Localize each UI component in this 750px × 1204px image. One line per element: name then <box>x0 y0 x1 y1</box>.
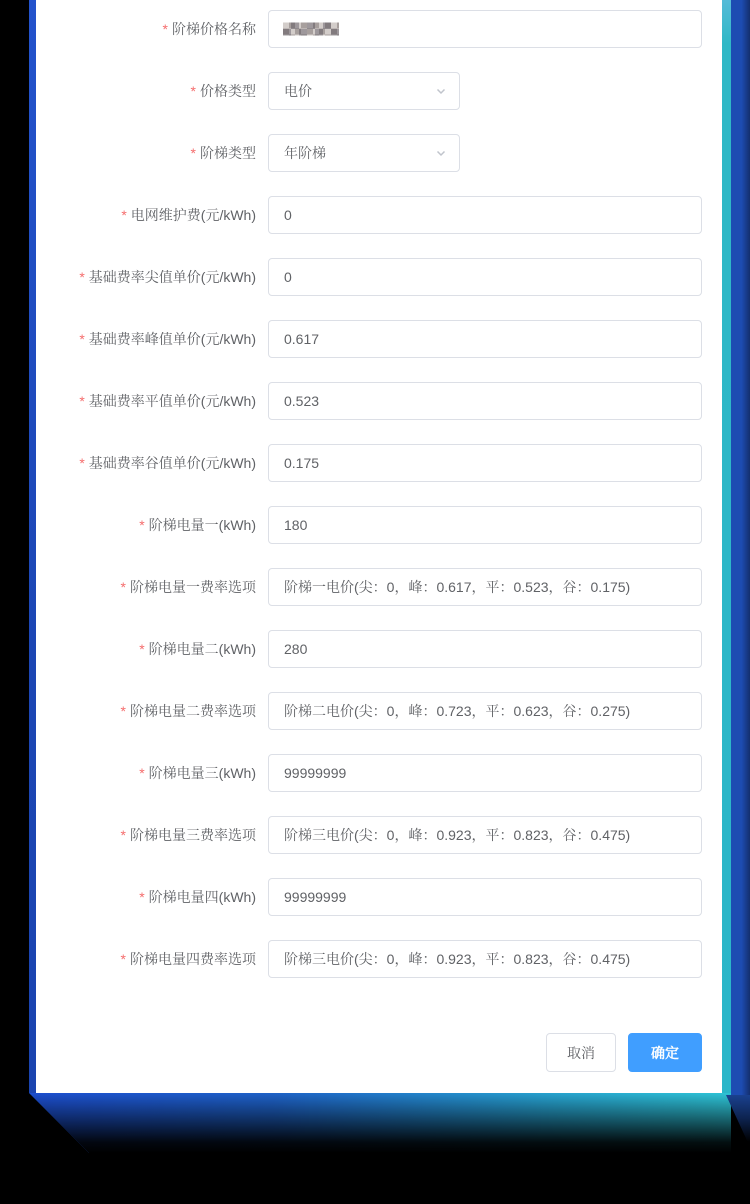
field-label <box>36 754 268 792</box>
field-label-text: 阶梯电量一(kWh) <box>148 517 256 533</box>
form-row-base-rate-valley <box>36 444 722 482</box>
form-row-grid-maintenance-fee <box>36 196 722 234</box>
confirm-button[interactable]: 确定 <box>628 1033 702 1072</box>
field-label-text: 基础费率谷值单价(元/kWh) <box>88 455 256 471</box>
required-asterisk: * <box>79 331 85 347</box>
tier-2-rate-option-input[interactable] <box>268 692 702 730</box>
form-row-tiered-price-name <box>36 10 722 48</box>
field-label-text: 阶梯价格名称 <box>172 21 256 37</box>
cancel-button[interactable]: 取消 <box>546 1033 616 1072</box>
form-row-tier-4-rate-option <box>36 940 722 978</box>
field-label <box>36 196 268 234</box>
field-label-text: 基础费率平值单价(元/kWh) <box>88 393 256 409</box>
form-row-tier-2-rate-option <box>36 692 722 730</box>
frame-right-blue-edge <box>731 0 750 1101</box>
field-label <box>36 72 268 110</box>
field-label-text: 阶梯电量二(kWh) <box>148 641 256 657</box>
field-label <box>36 692 268 730</box>
required-asterisk: * <box>79 455 85 471</box>
field-label <box>36 940 268 978</box>
required-asterisk: * <box>190 83 196 99</box>
field-label <box>36 816 268 854</box>
tiered-price-form-dialog <box>36 0 722 1093</box>
field-label <box>36 382 268 420</box>
tier-energy-3-input[interactable] <box>268 754 702 792</box>
form-row-price-type <box>36 72 722 110</box>
frame-left-edge <box>29 0 36 1093</box>
required-asterisk: * <box>79 393 85 409</box>
required-asterisk: * <box>190 145 196 161</box>
base-rate-flat-price-input[interactable] <box>268 382 702 420</box>
base-rate-peak-price-input[interactable] <box>268 320 702 358</box>
field-label <box>36 878 268 916</box>
field-label-text: 阶梯电量二费率选项 <box>130 703 256 719</box>
field-label <box>36 630 268 668</box>
required-asterisk: * <box>139 641 145 657</box>
form-row-tier-energy-2 <box>36 630 722 668</box>
field-label-text: 阶梯电量四费率选项 <box>130 951 256 967</box>
grid-maintenance-fee-input[interactable] <box>268 196 702 234</box>
field-label <box>36 10 268 48</box>
field-label-text: 阶梯电量三费率选项 <box>130 827 256 843</box>
base-rate-sharp-price-input[interactable] <box>268 258 702 296</box>
dialog-footer <box>546 1033 702 1072</box>
tier-3-rate-option-input[interactable] <box>268 816 702 854</box>
form-row-tier-energy-1 <box>36 506 722 544</box>
input-wrapper <box>268 10 702 48</box>
field-label-text: 基础费率峰值单价(元/kWh) <box>88 331 256 347</box>
required-asterisk: * <box>162 21 168 37</box>
required-asterisk: * <box>120 827 126 843</box>
required-asterisk: * <box>121 207 127 223</box>
form-row-tier-1-rate-option <box>36 568 722 606</box>
tier-energy-4-input[interactable] <box>268 878 702 916</box>
required-asterisk: * <box>139 889 145 905</box>
tier-type-select[interactable] <box>268 134 460 172</box>
field-label-text: 基础费率尖值单价(元/kWh) <box>88 269 256 285</box>
field-label <box>36 258 268 296</box>
required-asterisk: * <box>139 765 145 781</box>
field-label-text: 阶梯电量三(kWh) <box>148 765 256 781</box>
required-asterisk: * <box>139 517 145 533</box>
form-row-base-rate-sharp <box>36 258 722 296</box>
field-label-text: 阶梯电量一费率选项 <box>130 579 256 595</box>
required-asterisk: * <box>120 703 126 719</box>
chevron-down-icon <box>435 147 447 159</box>
tier-4-rate-option-input[interactable] <box>268 940 702 978</box>
base-rate-valley-price-input[interactable] <box>268 444 702 482</box>
field-label-text: 电网维护费(元/kWh) <box>130 207 256 223</box>
required-asterisk: * <box>79 269 85 285</box>
field-label <box>36 568 268 606</box>
form-row-tier-type <box>36 134 722 172</box>
tier-energy-2-input[interactable] <box>268 630 702 668</box>
form-row-tier-energy-4 <box>36 878 722 916</box>
form-row-tier-3-rate-option <box>36 816 722 854</box>
select-value: 年阶梯 <box>284 145 326 161</box>
form-row-tier-energy-3 <box>36 754 722 792</box>
tier-energy-1-input[interactable] <box>268 506 702 544</box>
field-label-text: 阶梯电量四(kWh) <box>148 889 256 905</box>
field-label <box>36 444 268 482</box>
field-label <box>36 320 268 358</box>
field-label-text: 阶梯类型 <box>200 145 256 161</box>
form-row-base-rate-flat <box>36 382 722 420</box>
field-label-text: 价格类型 <box>200 83 256 99</box>
field-label <box>36 134 268 172</box>
frame-right-teal-edge <box>722 0 731 1097</box>
chevron-down-icon <box>435 85 447 97</box>
redacted-value-mosaic <box>283 23 339 36</box>
required-asterisk: * <box>120 579 126 595</box>
field-label <box>36 506 268 544</box>
required-asterisk: * <box>120 951 126 967</box>
tier-1-rate-option-input[interactable] <box>268 568 702 606</box>
select-value: 电价 <box>284 83 312 99</box>
frame-bottom-band <box>29 1093 731 1153</box>
form-row-base-rate-peak <box>36 320 722 358</box>
price-type-select[interactable] <box>268 72 460 110</box>
